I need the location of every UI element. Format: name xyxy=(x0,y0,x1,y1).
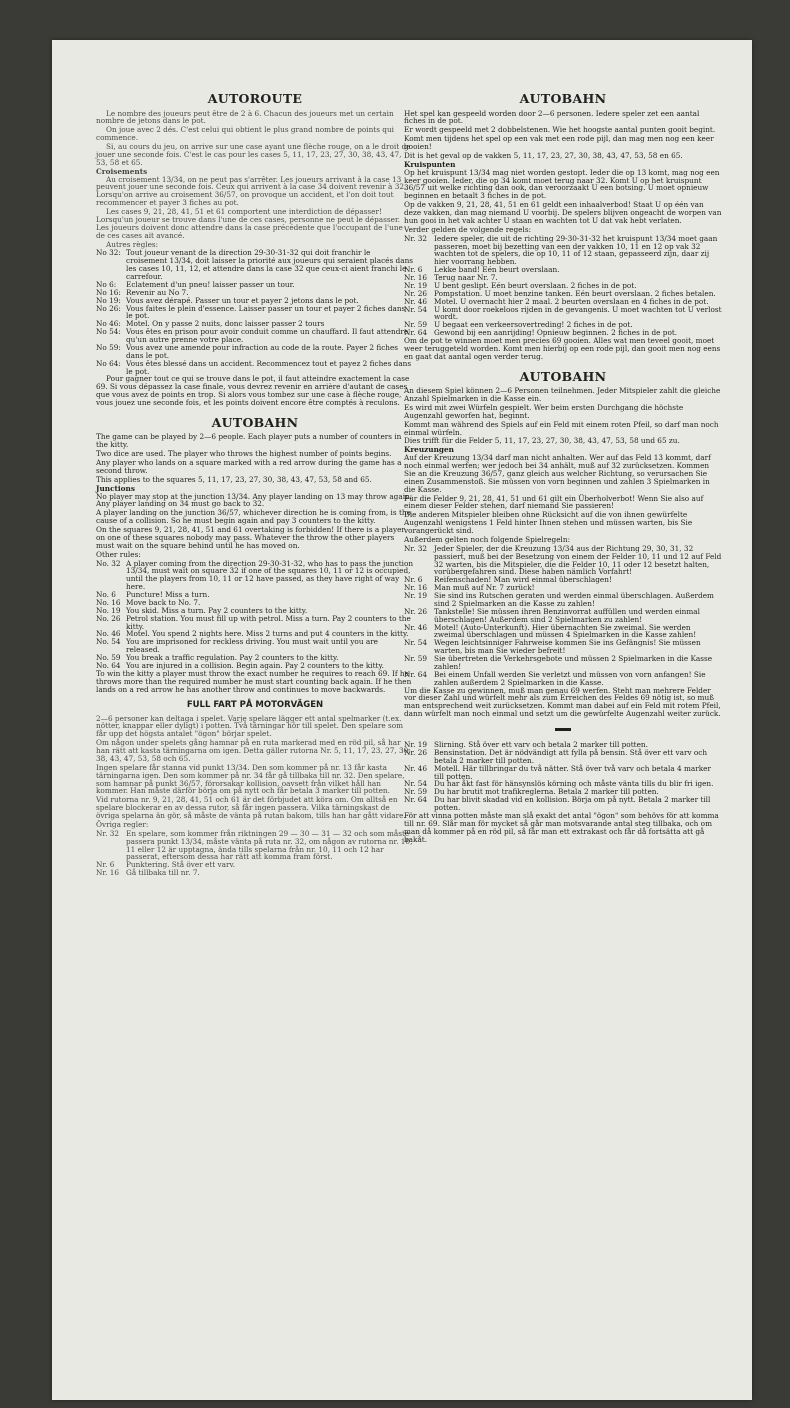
rule-number: Nr. 54 xyxy=(404,779,427,789)
rule-text: Vous êtes blessé dans un accident. Recommencez tout et payez 2 fiches dans le pot. xyxy=(126,358,412,376)
dutch-paragraph: Er wordt gespeeld met 2 dobbelstenen. Wie het hoogste aantal punten gooit begint. xyxy=(404,125,716,135)
english-title: AUTOBAHN xyxy=(211,414,299,430)
swedish-paragraph: Övriga regler: xyxy=(96,819,149,829)
rule-number: No. 46 xyxy=(96,629,121,639)
rule-number: No. 26 xyxy=(96,613,121,623)
english-section xyxy=(96,416,414,694)
rule-text: Lekke band! Eén beurt overslaan. xyxy=(434,265,560,275)
french-paragraph: Les cases 9, 21, 28, 41, 51 et 61 comportent une interdiction de dépasser! Lorsqu'un joueur se trouve dans l'une de ces cases, personne ne peut le dépasser. Les joueurs doivent donc attendre dans la case précédente que l'occupant de l'une de ces cases ait avancé. xyxy=(96,207,403,240)
english-paragraph: No player may stop at the junction 13/34. Any player landing on 13 may throw again. Any player landing on 34 must go back to 32. xyxy=(96,491,413,509)
rule-number: Nr. 26 xyxy=(404,747,427,757)
rule-text: Slirning. Stå över ett varv och betala 2 marker till potten. xyxy=(434,740,648,749)
rule-number: No 26: xyxy=(96,303,121,313)
swedish-title: FULL FART PÅ MOTORVÄGEN xyxy=(186,700,324,711)
rule-number: No. 64 xyxy=(96,660,121,670)
rule-number: No 6: xyxy=(96,279,117,289)
rule-text: Sie sind ins Rutschen geraten und werden einmal überschlagen. Außerdem sind 2 Spielmarken an die Kasse zu zahlen! xyxy=(434,591,714,608)
rule-number: No 54: xyxy=(96,327,121,337)
english-closing: To win the kitty a player must throw the exact number he requires to reach 69. If he throws more than the required number he must start counting back again. If he then lands on a red arrow he has another throw and continues to move backwards. xyxy=(96,668,412,694)
swedish-closing: För att vinna potten måste man slå exakt det antal "ögon" som behövs för att komma till nr. 69. Slår man för mycket så går man motsvarande antal steg tillbaka, och om man då kommer på en röd pil, så får man ett extrakast och får då fortsätta att gå bakåt. xyxy=(404,810,719,844)
rule-text: You are injured in a collision. Begin again. Pay 2 counters to the kitty. xyxy=(126,660,384,670)
dutch-paragraph: Op het kruispunt 13/34 mag niet worden gestopt. Ieder die op 13 komt, mag nog een keer gooien. Ieder, die op 34 komt moet terug naar 32. Komt U op het kruispunt 36/57 uit welke richting dan ook, dan veroorzaakt U een botsing. U moet opnieuw beginnen en betaalt 3 fiches in de pot. xyxy=(404,167,720,201)
french-paragraph: Au croisement 13/34, on ne peut pas s'arrêter. Les joueurs arrivant à la case 13 peuvent jouer une seconde fois. Ceux qui arrivent à la case 34 doivent revenir à 32. Lorsqu'on arrive au croisement 36/57, on provoque un accident, et l'on doit tout recommencer et payer 3 fiches au pot. xyxy=(96,174,407,208)
english-rules-list xyxy=(96,560,414,670)
rule-number: Nr. 19 xyxy=(404,740,427,749)
rule-item xyxy=(404,655,722,671)
german-paragraph: Es wird mit zwei Würfeln gespielt. Wer beim ersten Durchgang die höchste Augenzahl geworfen hat, beginnt. xyxy=(404,402,684,420)
swedish-rules-list xyxy=(96,830,414,877)
german-paragraph: Die anderen Mitspieler bleiben ohne Rücksicht auf die von ihnen gewürfelte Augenzahl wenigstens 1 Feld hinter Ihnen stehen und müssen warten, bis Sie vorangerückt sind. xyxy=(404,510,693,535)
rule-number: Nr. 19 xyxy=(404,591,427,600)
dutch-paragraph: Op de vakken 9, 21, 28, 41, 51 en 61 geldt een inhaalverbod! Staat U op één van deze vakken, dan mag niemand U voorbij. De spelers blijven ongeacht de worpen van hun gooi in het vak achter U staan en wachten tot U dat vak hebt verlaten. xyxy=(404,200,722,225)
rule-number: Nr. 6 xyxy=(404,575,423,585)
rule-item xyxy=(404,545,722,577)
rule-text: Revenir au No 7. xyxy=(126,287,189,297)
german-rules-list xyxy=(404,545,722,687)
rule-number: Nr. 46 xyxy=(404,622,427,632)
rule-number: No. 59 xyxy=(96,653,121,662)
dutch-subheading: Kruispunten xyxy=(404,159,456,169)
rule-number: No 64: xyxy=(96,358,121,368)
german-paragraph: Außerdem gelten noch folgende Spielregeln: xyxy=(404,534,571,544)
english-paragraph: Two dice are used. The player who throws the highest number of points begins. xyxy=(96,449,392,459)
english-paragraph: On the squares 9, 21, 28, 41, 51 and 61 overtaking is forbidden! If there is a player on one of these squares nobody may pass. Whatever the throw the other players must wait on the square behind until he has moved on. xyxy=(96,525,405,550)
english-paragraph: A player landing on the junction 36/57, whichever direction he is coming from, is the cause of a collision. So he must begin again and pay 3 counters to the kitty. xyxy=(96,508,411,526)
rule-text: Bensinstation. Det är nödvändigt att fylla på bensin. Stå över ett varv och betala 2 marker till potten. xyxy=(434,747,708,765)
rule-text: Motell. Här tillbringar du två nätter. Stå över två varv och betala 4 marker till potten. xyxy=(434,763,711,781)
rule-item xyxy=(404,608,722,624)
english-paragraph: Other rules: xyxy=(96,549,141,559)
swedish-paragraph: Om någon under spelets gång hamnar på en ruta markerad med en röd pil, så har han rätt att kasta tärningarna om igen. Detta gäller rutorna Nr. 5, 11, 17, 23, 27, 30, 38, 43, 47, 53, 58 och 65. xyxy=(96,738,411,763)
german-paragraph: Dies trifft für die Felder 5, 11, 17, 23, 27, 30, 38, 43, 47, 53, 58 und 65 zu. xyxy=(404,436,680,446)
rule-text: Move back to No. 7. xyxy=(126,597,201,607)
rule-text: Jeder Spieler, der die Kreuzung 13/34 aus der Richtung 29, 30, 31, 32 passiert, muß bei der Besetzung von einem der Felder 10, 11 und 12 auf Feld 32 warten, bis die Mitspieler, die die Felder 10, 11 oder 12 besetzt halten, vorübergefahren sind. Diese haben nämlich Vorfahrt! xyxy=(434,543,722,577)
german-paragraph: Auf der Kreuzung 13/34 darf man nicht anhalten. Wer auf das Feld 13 kommt, darf noch einmal werfen; wer jedoch bei 34 anhält, muß auf 32 zurücksetzen. Kommen Sie an die Kreuzung 36/57, ganz gleich aus welcher Richtung, so verursachen Sie einen Zusammenstoß. Sie müssen von vorn beginnen und zahlen 3 Spielmarken in die Kasse. xyxy=(404,453,711,494)
rule-number: Nr. 64 xyxy=(404,328,427,338)
swedish-section xyxy=(96,701,414,877)
german-subheading: Kreuzungen xyxy=(404,445,454,455)
rule-number: Nr. 59 xyxy=(404,787,427,797)
rule-number: No 19: xyxy=(96,295,121,305)
rule-number: Nr. 32 xyxy=(404,233,427,243)
rule-text: Petrol station. You must fill up with petrol. Miss a turn. Pay 2 counters to the kitty. xyxy=(126,613,411,631)
rule-text: Man muß auf Nr. 7 zurück! xyxy=(434,583,535,593)
rule-text: You break a traffic regulation. Pay 2 counters to the kitty. xyxy=(126,653,339,662)
right-column xyxy=(404,92,722,844)
rule-number: Nr. 64 xyxy=(404,669,427,679)
rule-item xyxy=(96,830,414,862)
rule-text: U bent geslipt. Eén beurt overslaan. 2 fiches in de pot. xyxy=(434,280,637,290)
rule-item xyxy=(404,671,722,687)
german-title: AUTOBAHN xyxy=(519,368,607,384)
rules-sheet xyxy=(52,40,752,1400)
dutch-paragraph: Verder gelden de volgende regels: xyxy=(404,224,532,234)
rule-item xyxy=(96,249,414,281)
rule-number: Nr. 26 xyxy=(404,606,427,616)
rule-number: No. 19 xyxy=(96,605,121,615)
rule-item xyxy=(96,615,414,631)
rule-number: Nr. 6 xyxy=(404,265,423,275)
rule-text: Puncture! Miss a turn. xyxy=(126,590,210,599)
rule-text: U begaat een verkeersovertreding! 2 fiches in de pot. xyxy=(434,320,633,330)
rule-number: Nr. 46 xyxy=(404,296,427,306)
dutch-closing: Om de pot te winnen moet men precies 69 gooien. Alles wat men teveel gooit, moet weer teruggeteld worden. Komt men hierbij op een rode pijl, dan gooit men nog eens en gaat dat aantal ogen verder terug. xyxy=(404,336,721,361)
rule-text: Eclatement d'un pneu! laisser passer un tour. xyxy=(126,279,295,289)
rule-number: Nr. 32 xyxy=(96,828,119,838)
rule-text: Punktering. Stå över ett varv. xyxy=(126,860,236,870)
french-subheading: Croisements xyxy=(96,166,148,176)
rule-number: No 16: xyxy=(96,287,121,297)
rule-text: Du har brutit mot trafikreglerna. Betala 2 marker till potten. xyxy=(434,787,659,797)
rule-item xyxy=(96,305,414,321)
rule-text: A player coming from the direction 29-30-31-32, who has to pass the junction 13/34, must wait on square 32 if one of the squares 10, 11 or 12 is occupied, until the players from 10, 11 or 12 have passed, as they have right of way here. xyxy=(126,558,414,592)
section-divider xyxy=(555,728,571,731)
dutch-rules-list xyxy=(404,235,722,337)
rule-text: U komt door roekeloos rijden in de gevangenis. U moet wachten tot U verlost wordt. xyxy=(434,304,722,322)
rule-text: Pompstation. U moet benzine tanken. Eén beurt overslaan. 2 fiches betalen. xyxy=(434,288,716,298)
rule-text: You skid. Miss a turn. Pay 2 counters to the kitty. xyxy=(126,605,308,615)
rule-number: No. 32 xyxy=(96,558,121,568)
rule-number: No 32: xyxy=(96,248,121,258)
rule-text: Tout joueur venant de la direction 29-30-31-32 qui doit franchir le croisement 13/34, doit laisser la priorité aux joueurs qui seraient placés dans les cases 10, 11, 12, et attendre dans la case 32 que ceux-ci aient franchi le carrefour. xyxy=(126,248,414,281)
swedish-rules-list-continued xyxy=(404,741,722,812)
rule-item xyxy=(96,344,414,360)
rule-text: Wegen leichtsinniger Fahrweise kommen Sie ins Gefängnis! Sie müssen warten, bis man Sie wieder befreit! xyxy=(434,638,701,656)
rule-text: Tankstelle! Sie müssen ihren Benzinvorrat auffüllen und werden einmal überschlagen! Außerdem sind 2 Spielmarken zu zahlen! xyxy=(434,606,700,624)
rule-item xyxy=(404,235,722,267)
rule-number: Nr. 46 xyxy=(404,763,427,773)
rule-text: Gå tillbaka till nr. 7. xyxy=(126,868,200,878)
rule-number: No 59: xyxy=(96,342,121,352)
rule-number: No. 54 xyxy=(96,637,121,647)
dutch-paragraph: Komt men tijdens het spel op een vak met een rode pijl, dan mag men nog een keer gooien! xyxy=(404,134,714,151)
english-paragraph: This applies to the squares 5, 11, 17, 23, 27, 30, 38, 43, 47, 53, 58 and 65. xyxy=(96,474,372,484)
french-paragraph: Si, au cours du jeu, on arrive sur une case ayant une flèche rouge, on a le droit de jouer une seconde fois. C'est le cas pour les cases 5, 11, 17, 23, 27, 30, 38, 43, 47, 53, 58 et 65. xyxy=(96,142,411,167)
rule-text: Bei einem Unfall werden Sie verletzt und müssen von vorn anfangen! Sie zahlen außerdem 2 Spielmarken in die Kasse. xyxy=(434,669,706,687)
german-closing: Um die Kasse zu gewinnen, muß man genau 69 werfen. Steht man mehrere Felder vor dieser Zahl und würfelt mehr als zum Erreichen des Feldes 69 nötig ist, so muß man entsprechend weit zurücksetzen. Kommt man dabei auf ein Feld mit rotem Pfeil, dann würfelt man noch einmal und setzt um die gewürfelte Augenzahl weiter zurück. xyxy=(404,685,721,719)
german-section xyxy=(404,370,722,718)
german-paragraph: Für die Felder 9, 21, 28, 41, 51 und 61 gilt ein Überholverbot! Wenn Sie also auf einem dieser Felder stehen, darf niemand Sie passieren! xyxy=(404,493,704,511)
french-paragraph: Autres règles: xyxy=(106,239,159,249)
rule-item xyxy=(404,306,722,322)
dutch-paragraph: Het spel kan gespeeld worden door 2—6 personen. Iedere speler zet een aantal fiches in de pot. xyxy=(404,108,700,126)
rule-number: No 46: xyxy=(96,319,121,329)
rule-text: Motel. You spend 2 nights here. Miss 2 turns and put 4 counters in the kitty. xyxy=(126,629,409,639)
rule-item xyxy=(404,639,722,655)
dutch-section xyxy=(404,92,722,361)
rule-number: Nr. 19 xyxy=(404,280,427,290)
rule-number: Nr. 26 xyxy=(404,288,427,298)
rule-number: Nr. 6 xyxy=(96,860,115,870)
german-paragraph: Kommt man während des Spiels auf ein Feld mit einem roten Pfeil, so darf man noch einmal würfeln. xyxy=(404,419,719,437)
rule-item xyxy=(96,638,414,654)
rule-item xyxy=(96,360,414,376)
rule-text: Iedere speler, die uit de richting 29-30-31-32 het kruispunt 13/34 moet gaan passeren, moet bij bezetting van een der vakken 10, 11 en 12 op vak 32 wachten tot de spelers, die op 10, 11 of 12 staan, gepasseerd zijn, daar zij hier voorrang hebben. xyxy=(434,233,718,267)
rule-number: No. 6 xyxy=(96,590,116,599)
rule-item xyxy=(404,624,722,640)
rule-number: Nr. 59 xyxy=(404,654,427,663)
rule-number: Nr. 32 xyxy=(404,543,427,553)
rule-text: Du har blivit skadad vid en kollision. Börja om på nytt. Betala 2 marker till potten. xyxy=(434,795,711,812)
rule-text: Gewond bij een aanrijding! Opnieuw beginnen. 2 fiches in de pot. xyxy=(434,328,678,338)
left-column xyxy=(96,92,414,877)
rule-text: Vous faites le plein d'essence. Laisser passer un tour et payer 2 fiches dans le pot. xyxy=(126,303,406,321)
rule-number: Nr. 16 xyxy=(404,273,427,282)
rule-item xyxy=(96,869,414,877)
french-closing: Pour gagner tout ce qui se trouve dans le pot, il faut atteindre exactement la case 69. Si vous dépassez la case finale, vous devrez revenir en arrière d'autant de cases que vous avez de points en trop. Si alors vous tombez sur une case à flèche rouge, vous jouez une seconde fois, et les points doivent encore être comptés à reculons. xyxy=(96,374,410,407)
rule-text: Vous avez dérapé. Passer un tour et payer 2 jetons dans le pot. xyxy=(126,295,359,305)
dutch-paragraph: Dit is het geval op de vakken 5, 11, 17, 23, 27, 30, 38, 43, 47, 53, 58 en 65. xyxy=(404,150,683,160)
rule-number: Nr. 54 xyxy=(404,638,427,648)
rule-item xyxy=(404,749,722,765)
rule-text: Motel. U overnacht hier 2 maal. 2 beurten overslaan en 4 fiches in de pot. xyxy=(434,296,709,306)
rule-number: Nr. 59 xyxy=(404,320,427,330)
french-rules-list xyxy=(96,249,414,375)
english-paragraph: Any player who lands on a square marked with a red arrow during the game has a second throw. xyxy=(96,458,402,475)
rule-text: En spelare, som kommer från riktningen 29 — 30 — 31 — 32 och som måste passera punkt 13/34, måste vänta på ruta nr. 32, om någon av rutorna nr. 10, 11 eller 12 är upptagna, ända tills spelarna från nr. 10, 11 och 12 har passerat, eftersom dessa har rätt att komma fram först. xyxy=(126,828,413,862)
french-paragraph: Le nombre des joueurs peut être de 2 à 6. Chacun des joueurs met un certain nombre de jetons dans le pot. xyxy=(96,108,394,126)
rule-item xyxy=(96,328,414,344)
rule-number: Nr. 16 xyxy=(96,868,119,878)
english-subheading: Junctions xyxy=(96,483,135,493)
rule-number: No. 16 xyxy=(96,597,121,607)
german-paragraph: An diesem Spiel können 2—6 Personen teilnehmen. Jeder Mitspieler zahlt die gleiche Anzahl Spielmarken in die Kasse ein. xyxy=(404,386,721,403)
rule-text: Vous avez une amende pour infraction au code de la route. Payer 2 fiches dans le pot. xyxy=(126,342,399,360)
rule-text: Du har åkt fast för hänsynslös körning och måste vänta tills du blir fri igen. xyxy=(434,779,714,789)
dutch-title: AUTOBAHN xyxy=(519,91,607,106)
rule-text: Motel! (Auto-Unterkunft). Hier übernachten Sie zweimal. Sie werden zweimal überschlagen und müssen 4 Spielmarken in die Kasse zahlen! xyxy=(434,622,697,640)
rule-text: Motel. On y passe 2 nuits, donc laisser passer 2 tours xyxy=(126,319,325,329)
swedish-paragraph: 2—6 personer kan deltaga i spelet. Varje spelare lägger ett antal spelmarker (t.ex. nötter, knappar eller dyligt) i potten. Två tärningar hör till spelet. Den spelare som får upp det högsta antalet "ögon" börjar spelet. xyxy=(96,713,404,739)
swedish-paragraph: Ingen spelare får stanna vid punkt 13/34. Den som kommer på nr. 13 får kasta tärningarna igen. Den som kommer på nr. 34 får gå tillbaka till nr. 32. Den spelare, som hamnar på punkt 36/57, förorsakar kollision, oavsett från vilket håll han kommer. Han måste därför börja om på nytt och får betala 3 marker till potten. xyxy=(96,762,405,796)
swedish-paragraph: Vid rutorna nr. 9, 21, 28, 41, 51 och 61 är det förbjudet att köra om. Om alltså en spelare blockerar en av dessa rutor, så får ingen passera. Vilka tärningskast de övriga spelarna än gör, så måste de vänta på rutan bakom, tills han har gått vidare. xyxy=(96,795,406,821)
rule-number: Nr. 64 xyxy=(404,795,427,805)
rule-text: Terug naar Nr. 7. xyxy=(434,273,498,282)
rule-item xyxy=(96,560,414,592)
rule-number: Nr. 16 xyxy=(404,583,427,593)
rule-text: Vous êtes en prison pour avoir conduit comme un chauffard. Il faut attendre qu'un autre prenne votre place. xyxy=(126,327,409,344)
french-title: AUTOROUTE xyxy=(207,91,303,106)
english-paragraph: The game can be played by 2—6 people. Each player puts a number of counters in the kitty. xyxy=(96,432,402,450)
swedish-section-continued xyxy=(404,741,722,843)
rule-text: Reifenschaden! Man wird einmal überschlagen! xyxy=(434,575,612,585)
french-paragraph: On joue avec 2 dés. C'est celui qui obtient le plus grand nombre de points qui commence. xyxy=(96,125,394,143)
rule-text: You are imprisoned for reckless driving. You must wait until you are released. xyxy=(126,637,378,655)
french-section xyxy=(96,92,414,407)
rule-number: Nr. 54 xyxy=(404,304,427,314)
rule-text: Sie übertreten die Verkehrsgebote und müssen 2 Spielmarken in die Kasse zahlen! xyxy=(434,654,713,671)
rule-item xyxy=(404,592,722,608)
rule-item xyxy=(404,765,722,781)
rule-item xyxy=(404,796,722,812)
